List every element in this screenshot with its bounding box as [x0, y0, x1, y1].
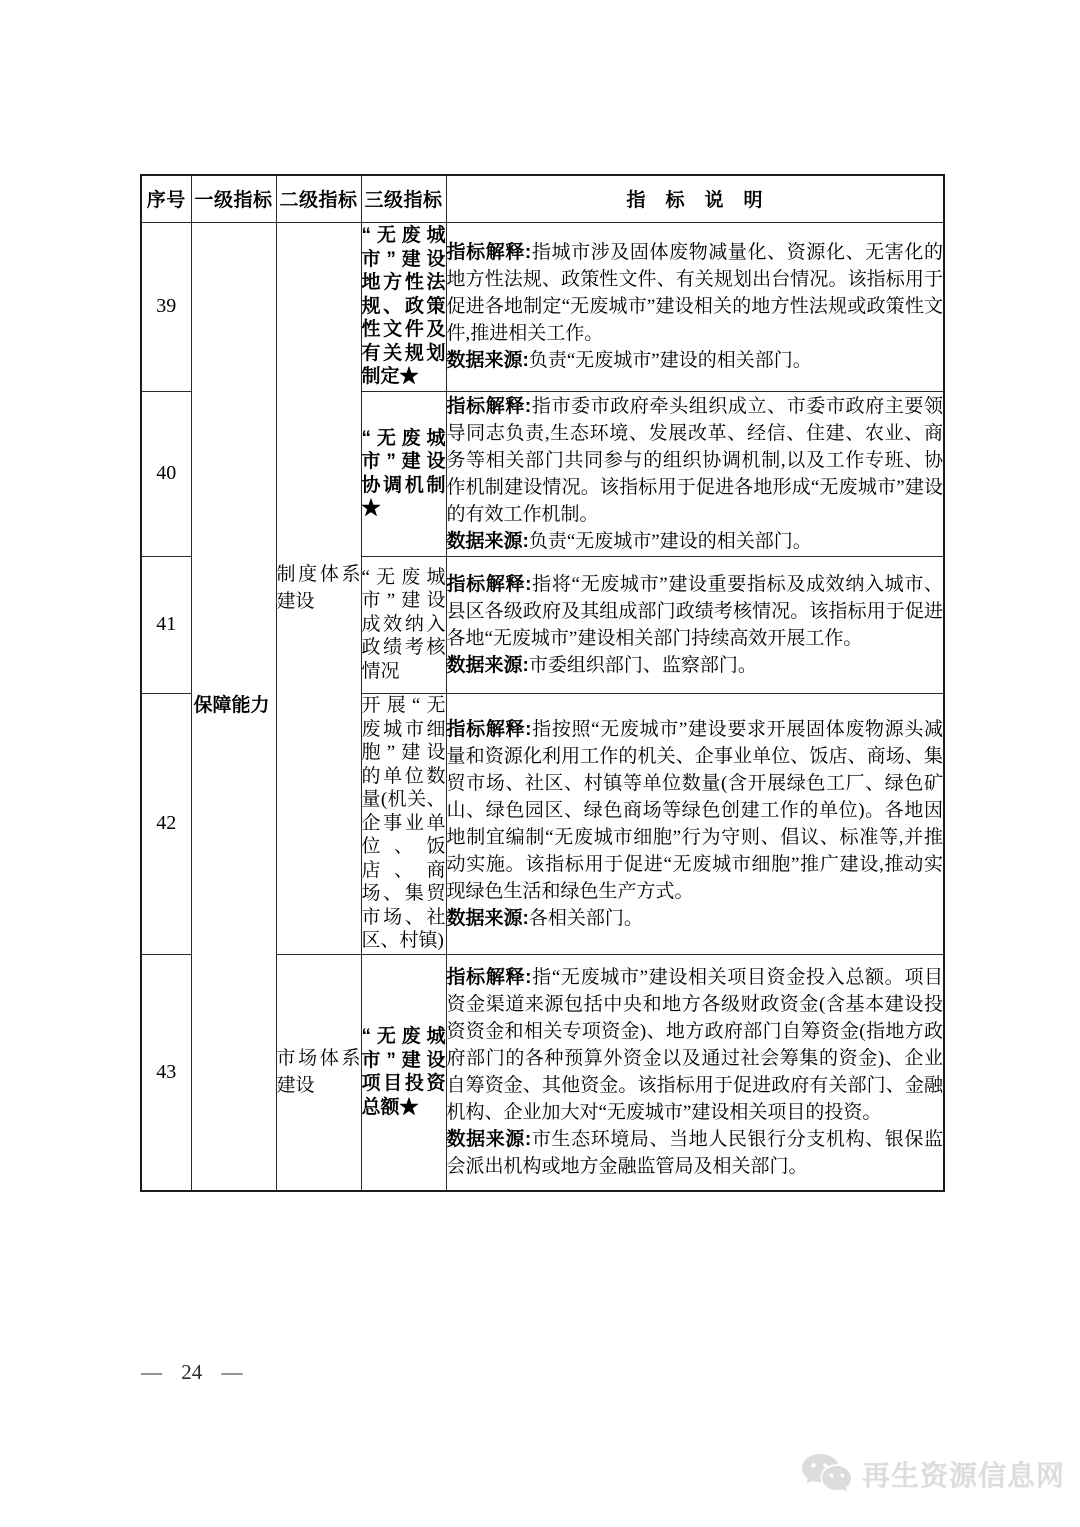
source-label: 数据来源: — [446, 530, 529, 552]
level1-cell: 保障能力 — [191, 222, 276, 1191]
explain-text: 指城市涉及固体废物减量化、资源化、无害化的地方性法规、政策性文件、有关规划出台情况。该指标用于促进各地制定“无废城市”建设相关的地方性法规或政策性文件,推进相关工作。 — [446, 242, 943, 344]
row-42-description — [446, 693, 944, 954]
row-41-number: 41 — [141, 556, 191, 693]
explain-label: 指标解释: — [446, 718, 532, 740]
explain-text: 指按照“无废城市”建设要求开展固体废物源头减量和资源化利用工作的机关、企事业单位、饭店、商场、集贸市场、社区、村镇等单位数量(含开展绿色工厂、绿色矿山、绿色园区、绿色商场等绿色创建工作的单位)。各地因地制宜编制“无废城市细胞”行为守则、倡议、标准等,并推动实施。该指标用于促进“无废城市细胞”推广建设,推动实现绿色生活和绿色生产方式。 — [446, 718, 944, 902]
page-number: — 24 — — [141, 1360, 243, 1384]
row-43-level3: “无废城市”建设项目投资总额★ — [361, 954, 446, 1191]
wechat-icon — [800, 1452, 854, 1496]
row-39-number: 39 — [141, 222, 191, 391]
source-text: 市委组织部门、监察部门。 — [528, 654, 757, 676]
source-paragraph — [447, 528, 944, 555]
explain-text: 指“无废城市”建设相关项目资金投入总额。项目资金渠道来源包括中央和地方各级财政资金(含基本建设投资资金和相关专项资金)、地方政府部门自筹资金(指地方政府部门的各种预算外资金以及通过社会筹集的资金)、企业自筹资金、其他资金。该指标用于促进政府有关部门、金融机构、企业加大对“无废城市”建设相关项目的投资。 — [446, 967, 944, 1124]
watermark — [800, 1452, 1065, 1496]
table-header-row — [141, 175, 944, 222]
explain-paragraph — [447, 393, 944, 528]
explain-label: 指标解释: — [446, 242, 532, 263]
source-label: 数据来源: — [446, 1129, 532, 1151]
row-40-number: 40 — [141, 391, 191, 556]
source-text: 负责“无废城市”建设的相关部门。 — [528, 350, 812, 371]
explain-paragraph — [447, 239, 944, 347]
row-43-number: 43 — [141, 954, 191, 1191]
header-description: 指 标 说 明 — [446, 175, 944, 222]
source-text: 市生态环境局、当地人民银行分支机构、银保监会派出机构或地方金融监管局及相关部门。 — [446, 1129, 943, 1178]
source-label: 数据来源: — [446, 654, 529, 676]
row-43-description — [446, 954, 944, 1191]
watermark-text: 再生资源信息网 — [862, 1460, 1066, 1491]
row-40-level3: “无废城市”建设协调机制★ — [361, 391, 446, 556]
row-41-level3: “无废城市”建设成效纳入政绩考核情况 — [361, 556, 446, 693]
source-paragraph — [447, 347, 944, 374]
indicator-table — [140, 174, 945, 1192]
explain-paragraph — [447, 716, 944, 905]
row-40-description — [446, 391, 944, 556]
source-text: 负责“无废城市”建设的相关部门。 — [528, 530, 812, 552]
header-level2: 二级指标 — [276, 175, 361, 222]
explain-text: 指市委市政府牵头组织成立、市委市政府主要领导同志负责,生态环境、发展改革、经信、住建、农业、商务等相关部门共同参与的组织协调机制,以及工作专班、协作机制建设情况。该指标用于促进各地形成“无废城市”建设的有效工作机制。 — [446, 395, 943, 525]
explain-paragraph — [447, 571, 944, 652]
row-42-number: 42 — [141, 693, 191, 954]
row-41-description — [446, 556, 944, 693]
source-label: 数据来源: — [446, 350, 529, 371]
row-42-level3: 开展“无废城市细胞”建设的单位数量(机关、企事业单位、饭店、商场、集贸市场、社区、村镇) — [361, 693, 446, 954]
header-serial: 序号 — [141, 175, 191, 222]
source-text: 各相关部门。 — [528, 907, 643, 929]
level2-institution-cell: 制度体系建设 — [276, 222, 361, 954]
explain-paragraph — [447, 964, 944, 1126]
source-paragraph — [447, 905, 944, 932]
level2-market-cell: 市场体系建设 — [276, 954, 361, 1191]
explain-text: 指将“无废城市”建设重要指标及成效纳入城市、县区各级政府及其组成部门政绩考核情况。该指标用于促进各地“无废城市”建设相关部门持续高效开展工作。 — [446, 573, 944, 649]
explain-label: 指标解释: — [446, 395, 532, 417]
header-level3: 三级指标 — [361, 175, 446, 222]
row-39-description — [446, 222, 944, 391]
source-paragraph — [447, 1126, 944, 1180]
explain-label: 指标解释: — [446, 573, 532, 595]
header-level1: 一级指标 — [191, 175, 276, 222]
row-39-level3: “无废城市”建设地方性法规、政策性文件及有关规划制定★ — [361, 222, 446, 391]
table-row — [141, 222, 944, 391]
source-paragraph — [447, 652, 944, 679]
explain-label: 指标解释: — [446, 967, 532, 989]
source-label: 数据来源: — [446, 907, 529, 929]
